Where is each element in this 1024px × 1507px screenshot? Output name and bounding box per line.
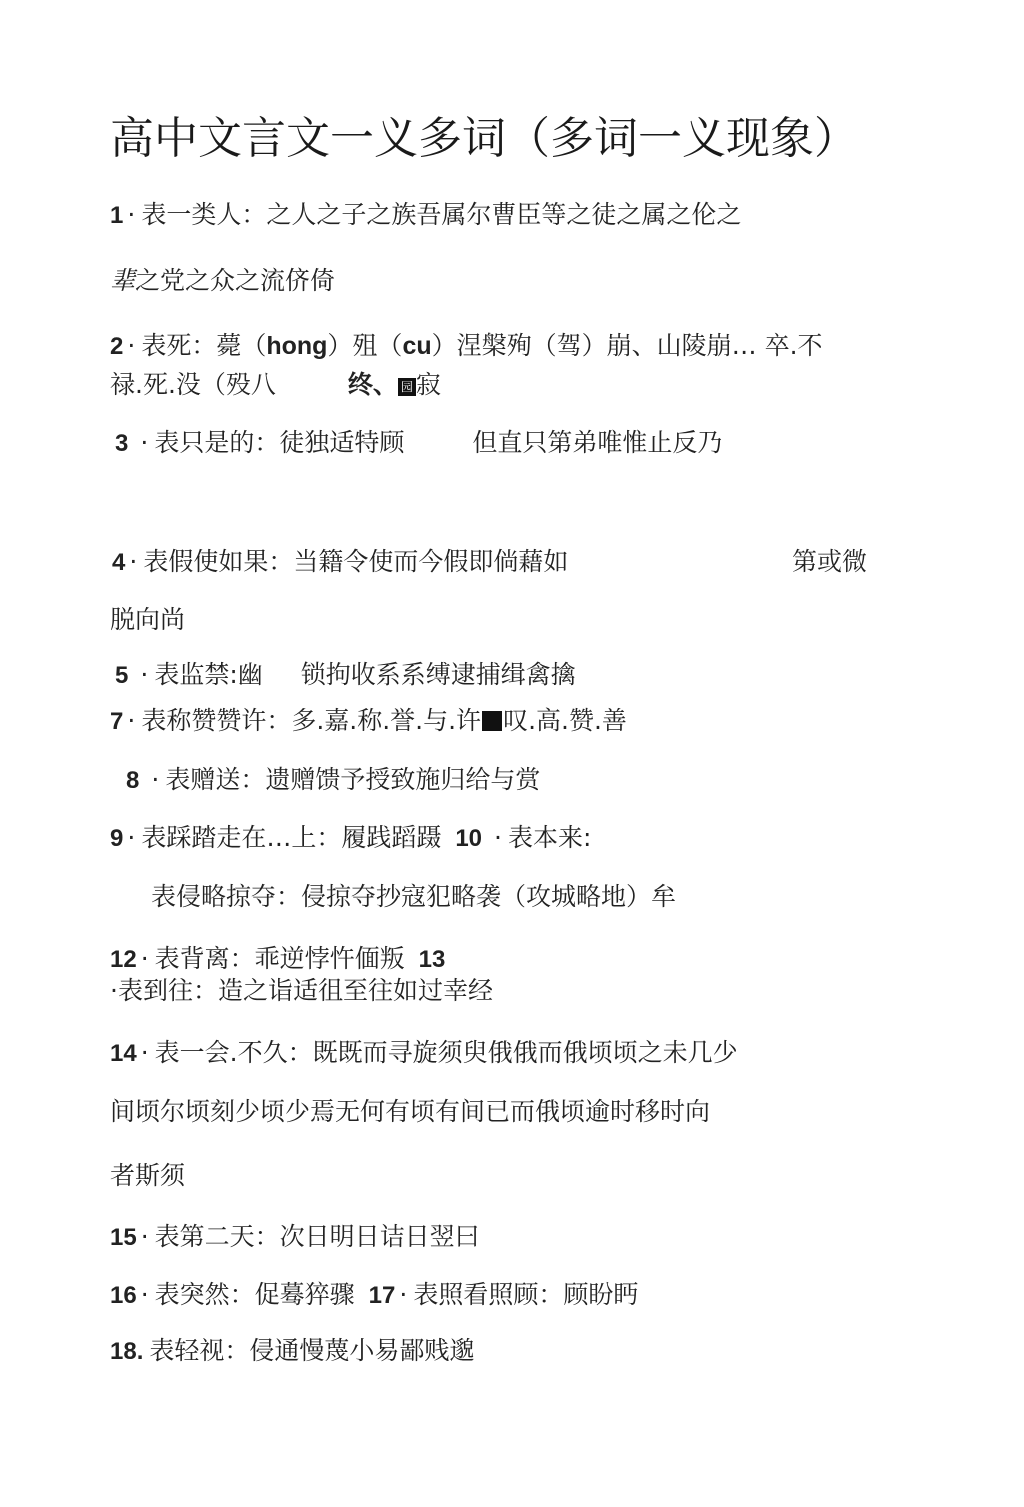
bullet-dot: · [399, 1280, 408, 1309]
item-text: 表一会.不久：既既而寻旋须臾俄俄而俄顷顷之未几少 [154, 1038, 738, 1067]
item-1 [110, 200, 741, 231]
bullet-dot: · [127, 706, 136, 735]
item-number: 8 [126, 767, 140, 794]
bullet-dot: · [140, 660, 149, 689]
page-title: 高中文言文一义多词（多词一义现象） [110, 113, 858, 164]
item-text: 表死：薨（ [141, 331, 267, 360]
bullet-dot: · [140, 1038, 149, 1067]
item-number: 4 [112, 549, 126, 576]
bullet-dot: · [151, 765, 160, 794]
item-text: 表本来: [507, 823, 592, 852]
item-18 [110, 1336, 474, 1367]
item-text: 表照看照顾：顾盼眄 [413, 1280, 639, 1309]
item-7 [110, 706, 627, 737]
item-number: 3 [115, 430, 129, 457]
bullet-dot: · [127, 200, 136, 229]
item-text: 表第二天：次日明日诘日翌曰 [154, 1222, 480, 1251]
item-text: 表一类人：之人之子之族吾属尔曹臣等之徒之属之伦之 [141, 200, 742, 229]
bullet-dot: · [140, 944, 149, 973]
item-text: 寂 [415, 370, 441, 399]
item-9 [110, 823, 591, 854]
item-text: 表突然：促蓦猝骤 [154, 1280, 355, 1309]
bullet-dot: · [494, 823, 502, 852]
item-number: 9 [110, 825, 124, 852]
item-14-continuation [110, 1097, 710, 1127]
item-13 [110, 976, 493, 1006]
item-15 [110, 1222, 480, 1253]
bullet-dot: · [127, 331, 136, 360]
black-square-icon [482, 711, 502, 731]
item-text: 锁拘收系系缚逮捕缉禽擒 [300, 660, 576, 689]
item-12 [110, 944, 445, 975]
item-text: 禄.死.没（殁八 [110, 370, 276, 399]
item-number: 17 [368, 1282, 396, 1309]
item-text: 表背离：乖逆悖忤偭叛 [154, 944, 405, 973]
item-5 [115, 660, 576, 691]
bullet-dot: · [140, 1280, 149, 1309]
item-4-continuation [110, 605, 185, 635]
item-number: 10 [455, 825, 483, 852]
item-number: 16 [110, 1282, 137, 1309]
item-3 [115, 428, 722, 459]
item-1-continuation [110, 266, 335, 296]
item-text: 者斯须 [110, 1161, 186, 1190]
item-number: 2 [110, 333, 124, 360]
item-text: 表监禁:幽 [154, 660, 263, 689]
item-text: 表踩踏走在…上：履践蹈蹑 [141, 823, 442, 852]
item-8 [126, 765, 540, 796]
item-text: ）殂（ [327, 331, 403, 360]
item-number: 15 [110, 1224, 137, 1251]
bullet-dot: · [140, 428, 149, 457]
item-text: 表只是的：徒独适特顾 [154, 428, 405, 457]
garden-glyph-icon: 园 [398, 378, 416, 396]
item-number: 18. [110, 1338, 144, 1365]
item-text: 表赠送：遗赠馈予授致施归给与赏 [165, 765, 541, 794]
pinyin-cu: cu [402, 332, 432, 360]
item-text: 表假使如果：当籍令使而今假即倘藉如 [143, 547, 569, 576]
item-text: 表侵略掠夺：侵掠夺抄寇犯略袭（攻城略地）牟 [151, 882, 677, 911]
item-text: 但直只第弟唯惟止反乃 [472, 428, 723, 457]
pinyin-hong: hong [266, 332, 328, 360]
item-text-italic: 辈 [110, 266, 136, 295]
item-text: ·表到往：造之诣适徂至往如过幸经 [110, 976, 493, 1005]
bullet-dot: · [127, 823, 136, 852]
item-14 [110, 1038, 738, 1069]
item-14-continuation-2 [110, 1161, 185, 1191]
bullet-dot: · [129, 547, 138, 576]
bullet-dot: · [140, 1222, 149, 1251]
item-number: 5 [115, 662, 129, 689]
item-4 [112, 547, 568, 578]
item-number: 12 [110, 946, 137, 973]
item-text: 第或微 [792, 547, 868, 576]
item-text: 叹.高.赞.善 [503, 706, 627, 735]
item-number: 7 [110, 708, 124, 735]
item-number: 1 [110, 202, 124, 229]
item-text-bold: 终、 [347, 371, 398, 399]
item-16 [110, 1280, 638, 1311]
item-11 [151, 882, 676, 912]
item-text: 脱向尚 [110, 605, 186, 634]
item-text: 间顷尔顷刻少顷少焉无何有顷有间已而俄顷逾时移时向 [110, 1097, 711, 1126]
item-text: ）涅槃殉（驾）崩、山陵崩… 卒.不 [431, 331, 823, 360]
item-2-continuation [110, 370, 441, 400]
item-text: 表轻视：侵通慢蔑小易鄙贱邈 [149, 1336, 475, 1365]
item-2 [110, 331, 823, 362]
item-4-right [792, 547, 867, 577]
item-number: 13 [418, 946, 446, 973]
item-text: 表称赞赞许：多.嘉.称.誉.与.许 [141, 706, 482, 735]
item-text: 之党之众之流侪倚 [135, 266, 336, 295]
item-number: 14 [110, 1040, 137, 1067]
